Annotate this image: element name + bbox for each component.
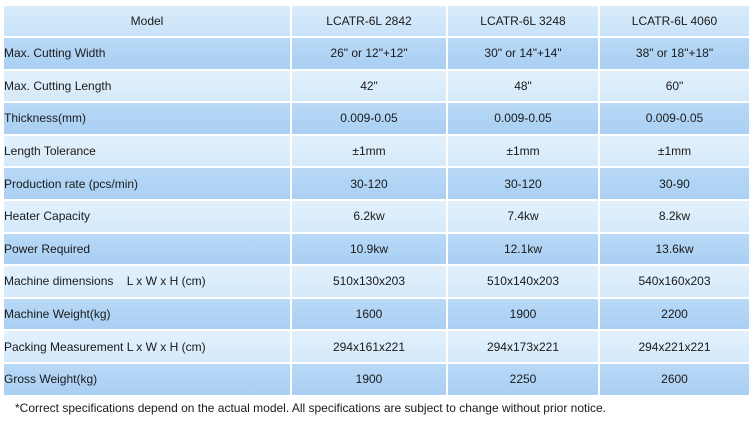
row-label: Thickness(mm) [4, 103, 290, 134]
cell-value: ±1mm [600, 136, 749, 167]
cell-value: 8.2kw [600, 201, 749, 232]
table-row [4, 234, 749, 265]
cell-value: 30-120 [292, 168, 446, 199]
row-label: Max. Cutting Width [4, 38, 290, 69]
cell-value: 26" or 12"+12" [292, 38, 446, 69]
row-label: Packing Measurement L x W x H (cm) [4, 331, 290, 362]
cell-value: 6.2kw [292, 201, 446, 232]
table-row [4, 103, 749, 134]
table-row [4, 136, 749, 167]
table-row [4, 38, 749, 69]
cell-value: ±1mm [448, 136, 598, 167]
cell-value: 7.4kw [448, 201, 598, 232]
table-row [4, 331, 749, 362]
row-label: Power Required [4, 234, 290, 265]
cell-value: 30" or 14"+14" [448, 38, 598, 69]
cell-value: 60" [600, 71, 749, 102]
header-model-4060: LCATR-6L 4060 [600, 6, 749, 36]
row-label: Gross Weight(kg) [4, 364, 290, 395]
table-row [4, 201, 749, 232]
table-row [4, 71, 749, 102]
row-label: Machine Weight(kg) [4, 299, 290, 330]
cell-value: 30-120 [448, 168, 598, 199]
cell-value: 10.9kw [292, 234, 446, 265]
disclaimer-note: *Correct specifications depend on the actual model. All specifications are subject to change without prior notice. [15, 401, 606, 415]
cell-value: 540x160x203 [600, 266, 749, 297]
row-label: Heater Capacity [4, 201, 290, 232]
cell-value: 30-90 [600, 168, 749, 199]
cell-value: 1600 [292, 299, 446, 330]
header-model-2842: LCATR-6L 2842 [292, 6, 446, 36]
cell-value: 13.6kw [600, 234, 749, 265]
cell-value: 2250 [448, 364, 598, 395]
table-row [4, 364, 749, 395]
table-row [4, 299, 749, 330]
cell-value: 0.009-0.05 [600, 103, 749, 134]
row-label: Length Tolerance [4, 136, 290, 167]
cell-value: 42" [292, 71, 446, 102]
table-row [4, 266, 749, 297]
cell-value: 2600 [600, 364, 749, 395]
specification-table [2, 4, 751, 397]
row-label: Max. Cutting Length [4, 71, 290, 102]
cell-value: 2200 [600, 299, 749, 330]
cell-value: 1900 [292, 364, 446, 395]
cell-value: 510x130x203 [292, 266, 446, 297]
row-label: Machine dimensions L x W x H (cm) [4, 266, 290, 297]
cell-value: ±1mm [292, 136, 446, 167]
cell-value: 0.009-0.05 [292, 103, 446, 134]
header-model-3248: LCATR-6L 3248 [448, 6, 598, 36]
row-label: Production rate (pcs/min) [4, 168, 290, 199]
cell-value: 38" or 18"+18" [600, 38, 749, 69]
table-row [4, 168, 749, 199]
cell-value: 48" [448, 71, 598, 102]
table-header-row [4, 6, 749, 36]
cell-value: 12.1kw [448, 234, 598, 265]
cell-value: 1900 [448, 299, 598, 330]
cell-value: 0.009-0.05 [448, 103, 598, 134]
cell-value: 294x221x221 [600, 331, 749, 362]
header-model: Model [4, 6, 290, 36]
cell-value: 510x140x203 [448, 266, 598, 297]
cell-value: 294x161x221 [292, 331, 446, 362]
cell-value: 294x173x221 [448, 331, 598, 362]
